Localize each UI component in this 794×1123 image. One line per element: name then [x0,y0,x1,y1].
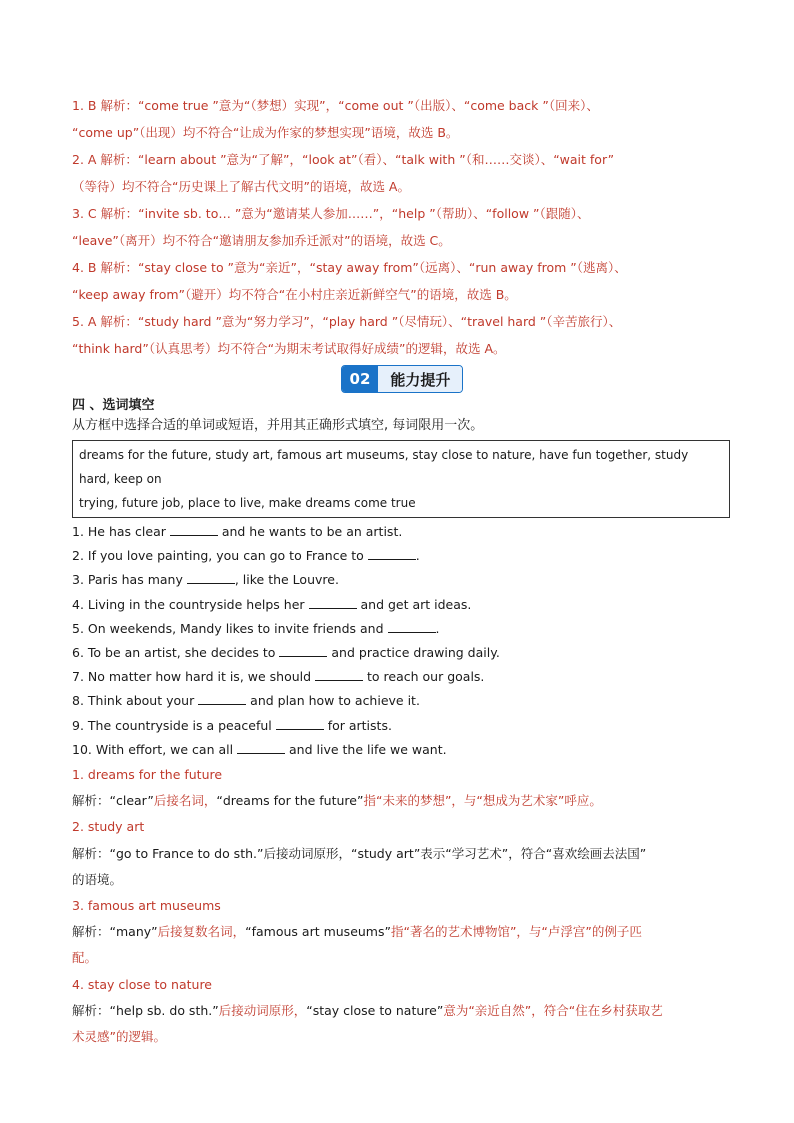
fill-explanation-1 [72,788,732,814]
question-text: and plan how to achieve it. [246,693,420,709]
question-text: 9. The countryside is a peaceful [72,717,276,733]
answer-blank[interactable] [315,668,363,681]
question-5 [72,617,732,641]
mc-answer-5-line2: “think hard”（认真思考）均不符合“为期末考试取得好成绩”的逻辑，故选 A。 [72,341,506,356]
answer-blank[interactable] [368,547,416,560]
explanation-quote: “go to France to do sth.” [109,845,264,861]
fill-answer-2: 2. study art [72,819,145,835]
mc-answer-2-line2: （等待）均不符合“历史课上了解古代文明”的语境，故选 A。 [72,179,410,194]
answer-blank[interactable] [237,741,285,754]
question-8 [72,689,732,713]
fill-answer-list [72,762,732,1050]
question-text: and practice drawing daily. [327,645,500,661]
explanation-text: 后接名词， [153,793,217,809]
word-box-line2: trying, future job, place to live, make dreams come true [79,496,416,510]
answer-blank[interactable] [170,523,218,536]
section-badge-title: 能力提升 [378,366,462,392]
fill-explanation-3-cont: 配。 [72,950,98,966]
answer-blank[interactable] [279,644,327,657]
question-text: 4. Living in the countryside helps her [72,596,309,612]
answer-blank[interactable] [198,692,246,705]
word-box-line1: dreams for the future, study art, famous art museums, stay close to nature, have fun together, study hard, keep on [79,448,689,486]
explanation-text: 指“未来的梦想”，与“想成为艺术家”呼应。 [363,793,602,809]
question-text: for artists. [323,717,392,733]
explanation-text: 后接复数名词， [157,924,246,940]
question-text: 8. Think about your [72,693,199,709]
mc-answer-1-line1: 1. B 解析：“come true ”意为“（梦想）实现”，“come out ”（出版）、“come back ”（回来）、 [72,98,599,113]
explanation-quote: “famous art museums” [245,924,391,940]
question-4 [72,593,732,617]
explanation-label: 解析： [72,793,110,809]
fill-explanation-4-cont: 术灵感”的逻辑。 [72,1029,166,1045]
explanation-quote: “stay close to nature” [306,1002,444,1018]
question-text: 6. To be an artist, she decides to [72,645,280,661]
question-text: , like the Louvre. [234,572,339,588]
explanation-text: 后接动词原形， [263,845,351,861]
mc-answer-1-line2: “come up”（出现）均不符合“让成为作家的梦想实现”语境，故选 B。 [72,125,459,140]
question-6 [72,641,732,665]
fill-answer-3: 3. famous art museums [72,898,221,914]
question-text: . [415,548,420,564]
explanation-text: 表示“学习艺术”，符合“喜欢绘画去法国” [420,845,647,861]
fill-answer-4: 4. stay close to nature [72,976,212,992]
question-3 [72,568,732,592]
mc-answer-2-line1: 2. A 解析：“learn about ”意为“了解”，“look at”（看）、“talk with ”（和……交谈）、“wait for” [72,152,615,167]
mc-answer-3-line1: 3. C 解析：“invite sb. to… ”意为“邀请某人参加……”，“help ”（帮助）、“follow ”（跟随）、 [72,206,590,221]
question-text: 2. If you love painting, you can go to France to [72,548,368,564]
mc-answer-3-line2: “leave”（离开）均不符合“邀请朋友参加乔迁派对”的语境，故选 C。 [72,233,451,248]
section-badge-number: 02 [342,366,379,392]
explanation-quote: “dreams for the future” [216,793,364,809]
page [72,92,732,1050]
question-text: 3. Paris has many [72,572,187,588]
explanation-label: 解析： [72,1002,110,1018]
mc-answer-5-line1: 5. A 解析：“study hard ”意为“努力学习”，“play hard ”（尽情玩）、“travel hard ”（辛苦旅行）、 [72,314,622,329]
question-9 [72,714,732,738]
explanation-text: 指“著名的艺术博物馆”，与“卢浮宫”的例子匹 [390,924,642,940]
section-header [72,364,732,394]
answer-blank[interactable] [187,571,235,584]
question-7 [72,665,732,689]
question-text: and live the life we want. [285,741,447,757]
question-text: 1. He has clear [72,524,170,539]
question-list [72,520,732,762]
question-1 [72,520,732,544]
explanation-text: 意为“亲近自然”，符合“住在乡村获取艺 [443,1002,663,1018]
question-10 [72,738,732,762]
explanation-quote: “clear” [109,793,154,809]
mc-answer-4-line2: “keep away from”（避开）均不符合“在小村庄亲近新鲜空气”的语境，故选 B。 [72,287,517,302]
fill-explanation-3 [72,919,732,945]
question-text: and get art ideas. [356,596,472,612]
answer-blank[interactable] [276,717,324,730]
question-text: to reach our goals. [363,669,485,685]
answer-blank[interactable] [388,620,436,633]
question-text: . [435,620,440,636]
section-badge [341,365,464,393]
mc-answer-4-line1: 4. B 解析：“stay close to ”意为“亲近”，“stay away from”（远离）、“run away from ”（逃离）、 [72,260,627,275]
explanation-quote: “study art” [351,845,421,861]
fill-answer-1: 1. dreams for the future [72,767,223,783]
fill-explanation-4 [72,998,732,1024]
question-text: and he wants to be an artist. [217,524,403,539]
word-box [72,440,730,518]
question-text: 7. No matter how hard it is, we should [72,669,316,685]
explanation-quote: “many” [109,924,158,940]
section-title: 四 、选词填空 [72,398,155,413]
instruction: 从方框中选择合适的单词或短语，并用其正确形式填空, 每词限用一次。 [72,418,484,433]
answer-blank[interactable] [309,596,357,609]
mc-answer-list [72,92,732,362]
question-text: 10. With effort, we can all [72,741,238,757]
explanation-label: 解析： [72,845,110,861]
explanation-label: 解析： [72,924,110,940]
question-2 [72,544,732,568]
fill-explanation-2 [72,841,732,867]
fill-explanation-2-cont: 的语境。 [72,871,123,887]
explanation-quote: “help sb. do sth.” [109,1002,219,1018]
question-text: 5. On weekends, Mandy likes to invite friends and [72,620,388,636]
explanation-text: 后接动词原形， [218,1002,307,1018]
